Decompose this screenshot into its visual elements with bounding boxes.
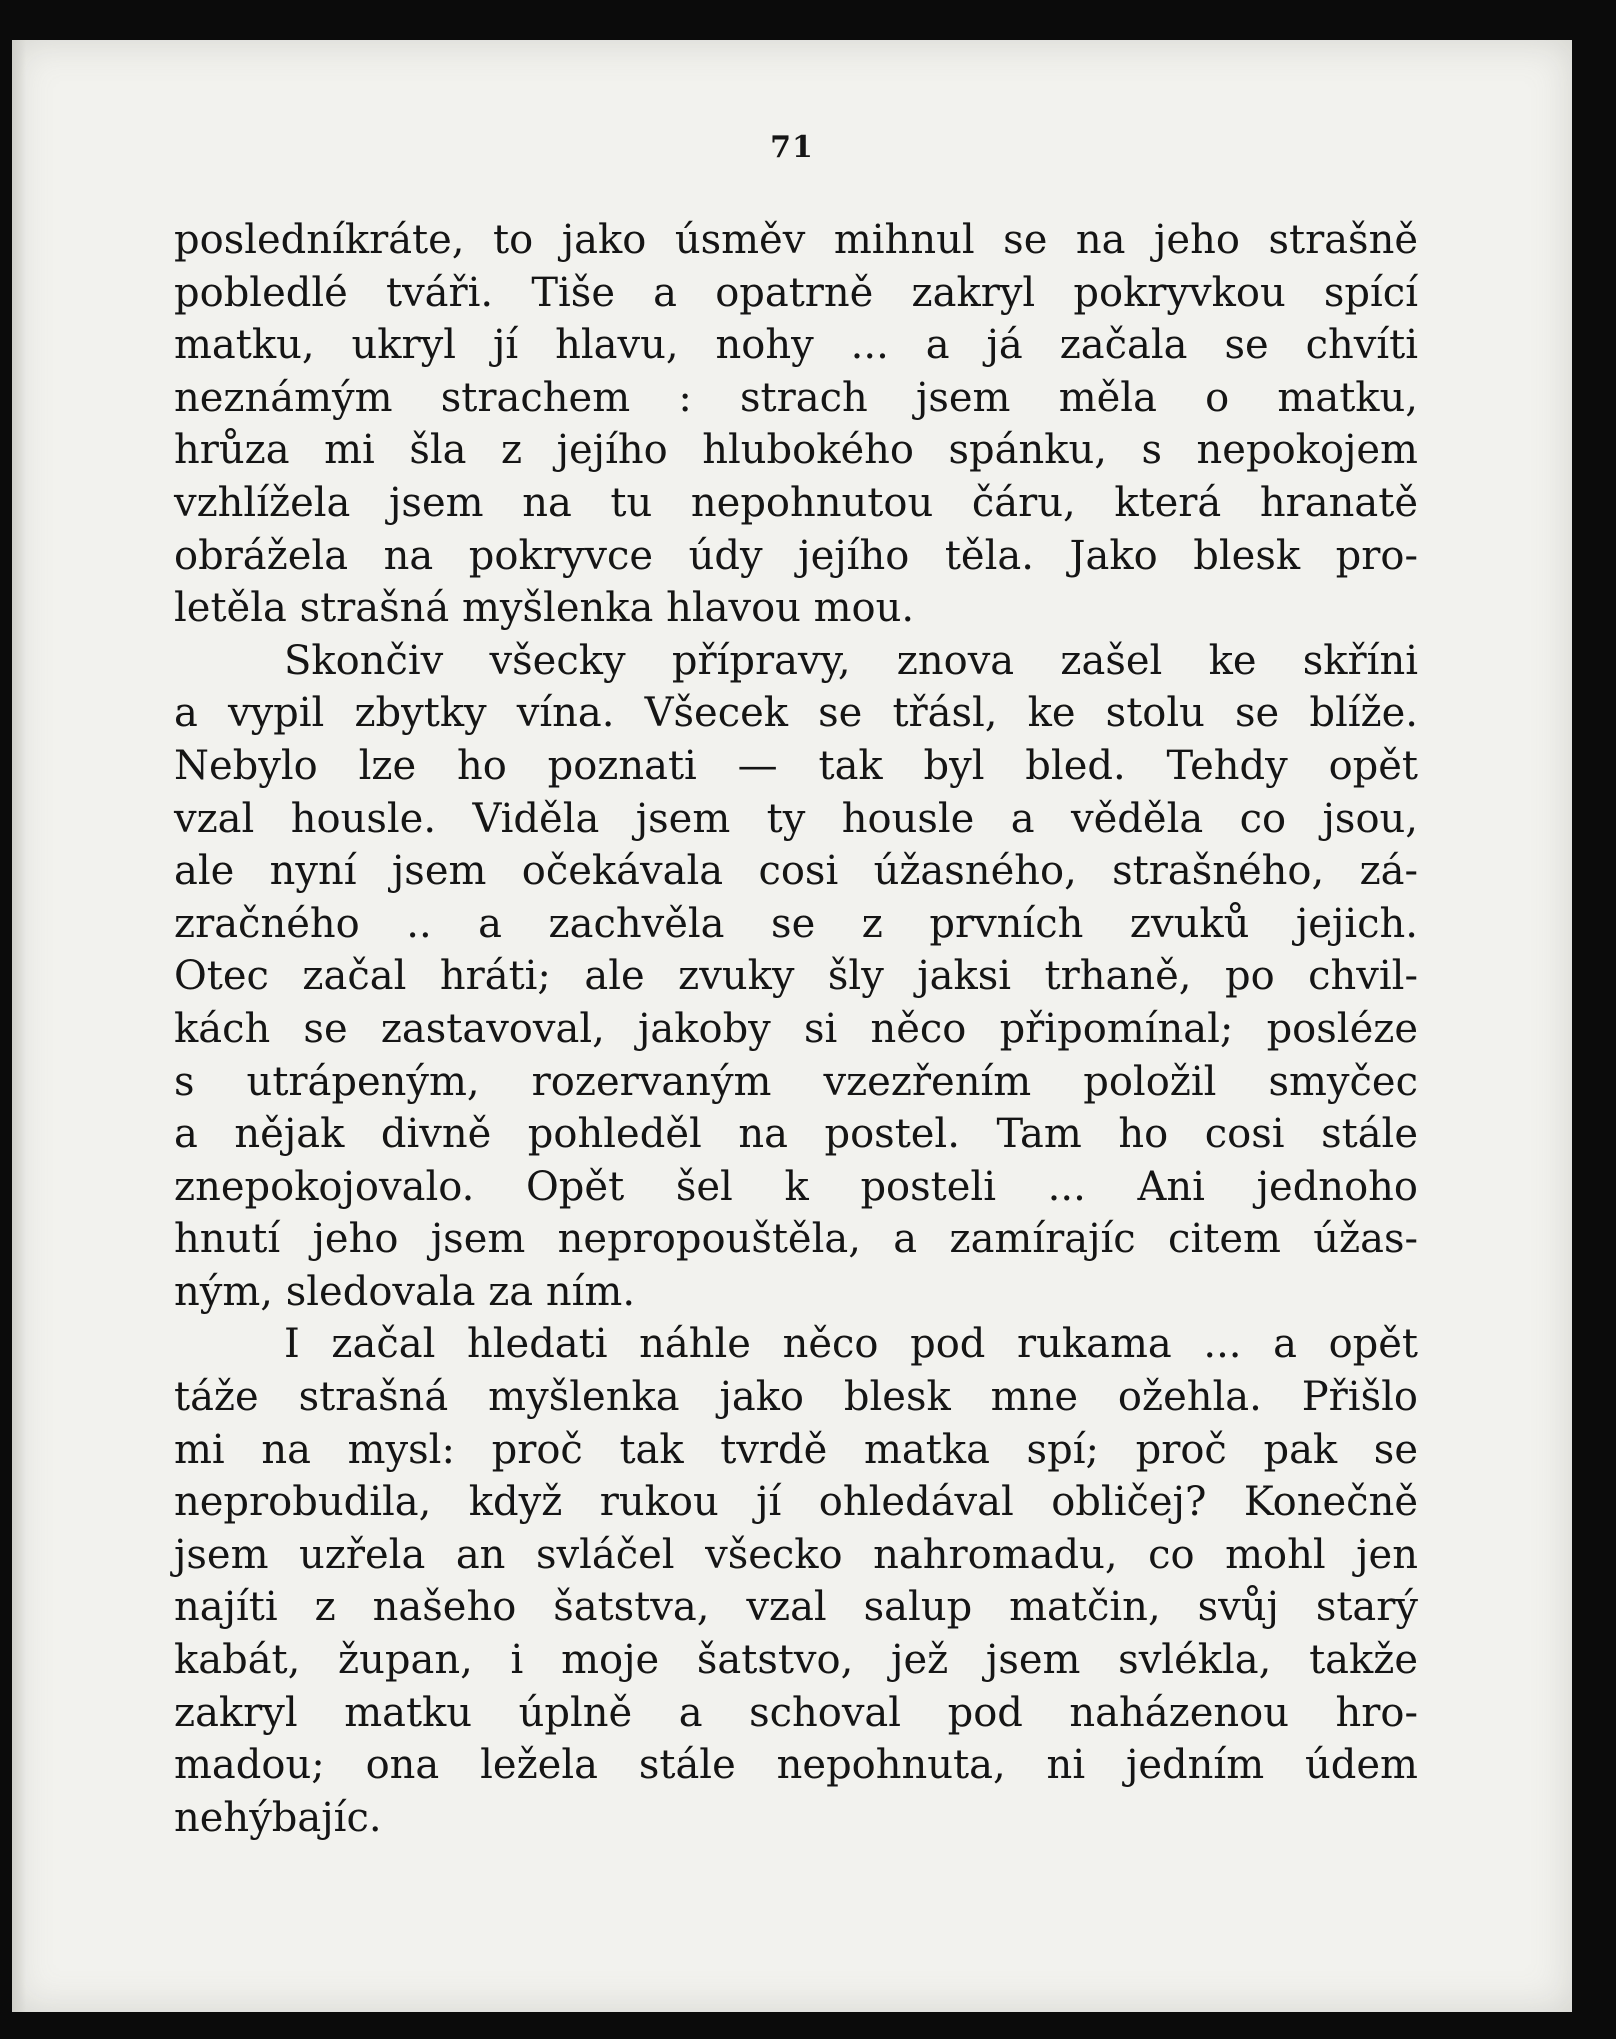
text-line: hnutí jeho jsem nepropouštěla, a zamírajíc citem úžas- bbox=[174, 1216, 1418, 1263]
text-line: mi na mysl: proč tak tvrdě matka spí; proč pak se bbox=[174, 1426, 1418, 1473]
text-line: s utrápeným, rozervaným vzezřením položil smyčec bbox=[174, 1058, 1418, 1105]
text-line: neprobudila, když rukou jí ohledával obličej? Konečně bbox=[174, 1479, 1418, 1526]
text-line: znepokojovalo. Opět šel k posteli ... Ani jednoho bbox=[174, 1163, 1418, 1210]
page-number: 71 bbox=[770, 130, 814, 165]
body-text bbox=[174, 214, 1418, 1844]
text-line: kabát, župan, i moje šatstvo, jež jsem svlékla, takže bbox=[174, 1637, 1418, 1684]
text-line: zračného .. a zachvěla se z prvních zvuků jejich. bbox=[174, 900, 1418, 947]
text-line: matku, ukryl jí hlavu, nohy ... a já začala se chvíti bbox=[174, 322, 1418, 369]
text-line: neznámým strachem : strach jsem měla o matku, bbox=[174, 374, 1418, 421]
text-line: letěla strašná myšlenka hlavou mou. bbox=[174, 585, 915, 632]
text-line: ným, sledovala za ním. bbox=[174, 1268, 636, 1315]
text-line: táže strašná myšlenka jako blesk mne ožehla. Přišlo bbox=[174, 1374, 1418, 1421]
text-line: a vypil zbytky vína. Všecek se třásl, ke stolu se blíže. bbox=[174, 690, 1418, 737]
text-line: pobledlé tváři. Tiše a opatrně zakryl pokryvkou spící bbox=[174, 269, 1418, 316]
text-line: vzhlížela jsem na tu nepohnutou čáru, která hranatě bbox=[174, 479, 1418, 526]
text-line: obrážela na pokryvce údy jejího těla. Jako blesk pro- bbox=[174, 532, 1418, 579]
text-line: najíti z našeho šatstva, vzal salup matčin, svůj starý bbox=[174, 1584, 1418, 1631]
text-line: kách se zastavoval, jakoby si něco připomínal; posléze bbox=[174, 1005, 1418, 1052]
text-line: zakryl matku úplně a schoval pod naházenou hro- bbox=[174, 1689, 1418, 1736]
page-edge-shadow bbox=[12, 40, 26, 2012]
text-line: ale nyní jsem očekávala cosi úžasného, strašného, zá- bbox=[174, 848, 1418, 895]
text-line: a nějak divně pohleděl na postel. Tam ho cosi stále bbox=[174, 1111, 1418, 1158]
text-line: Otec začal hráti; ale zvuky šly jaksi trhaně, po chvil- bbox=[174, 953, 1418, 1000]
text-line: Nebylo lze ho poznati — tak byl bled. Tehdy opět bbox=[174, 742, 1418, 789]
text-line: nehýbajíc. bbox=[174, 1794, 382, 1841]
text-line: madou; ona ležela stále nepohnuta, ni jedním údem bbox=[174, 1742, 1418, 1789]
text-line: hrůza mi šla z jejího hlubokého spánku, s nepokojem bbox=[174, 427, 1418, 474]
text-line: I začal hledati náhle něco pod rukama ... a opět bbox=[284, 1321, 1418, 1368]
text-line: vzal housle. Viděla jsem ty housle a věděla co jsou, bbox=[174, 795, 1418, 842]
text-line: Skončiv všecky přípravy, znova zašel ke skříni bbox=[284, 637, 1418, 684]
text-line: jsem uzřela an svláčel všecko nahromadu, co mohl jen bbox=[174, 1531, 1418, 1578]
text-line: posledníkráte, to jako úsměv mihnul se na jeho strašně bbox=[174, 217, 1418, 263]
